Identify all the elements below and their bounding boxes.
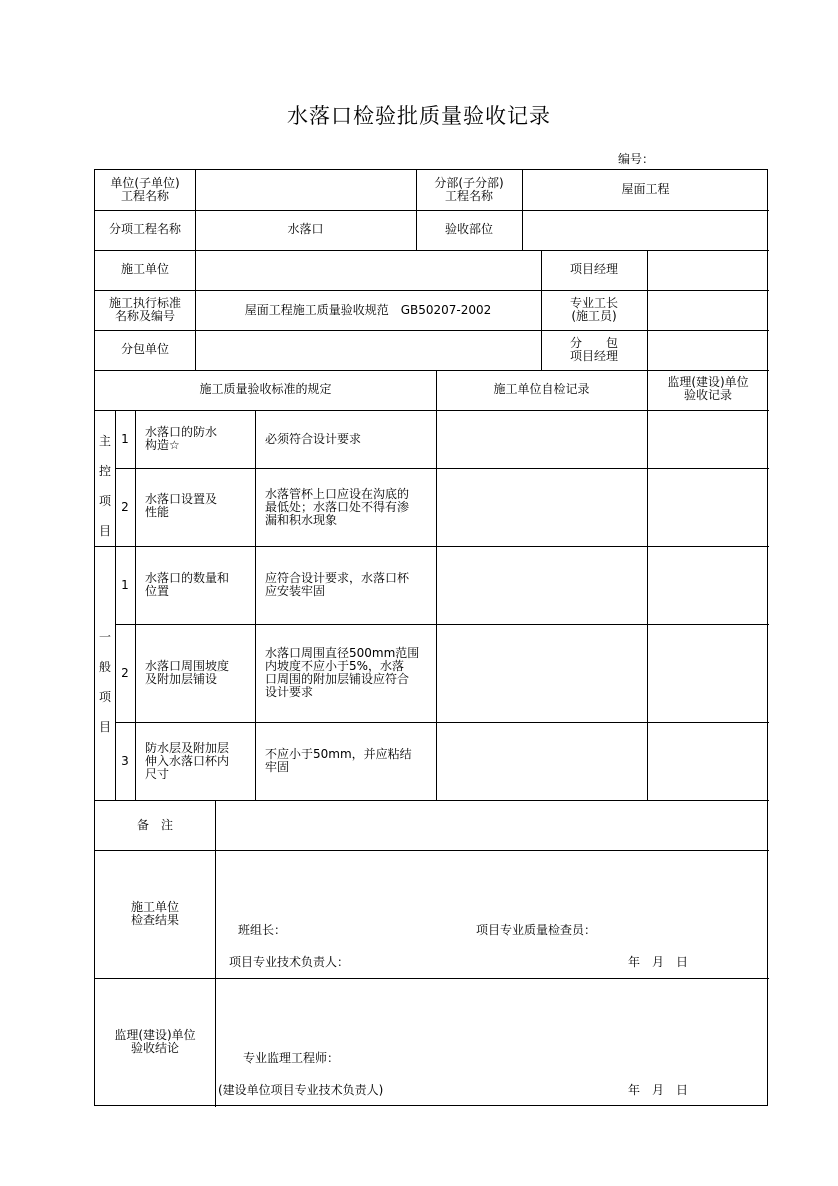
- general-item-3-name: 防水层及附加层 伸入水落口杯内 尺寸: [145, 741, 230, 781]
- column-header-supervision: 监理(建设)单位 验收记录: [667, 375, 749, 402]
- acceptance-part-label: 验收部位: [444, 222, 493, 236]
- main-item-1-name: 水落口的防水 构造☆: [145, 425, 218, 452]
- remarks-label: 备 注: [136, 818, 173, 832]
- supervision-date-label: 年 月 日: [628, 1083, 689, 1097]
- column-header-self-check: 施工单位自检记录: [493, 382, 590, 396]
- quality-inspector-label: 项目专业质量检查员：: [476, 923, 597, 937]
- project-manager-label: 项目经理: [569, 262, 618, 276]
- contractor-date-label: 年 月 日: [628, 955, 689, 969]
- standard-name-label: 施工执行标准 名称及编号: [108, 296, 181, 323]
- tech-lead-label: 项目专业技术负责人：: [229, 955, 350, 969]
- general-item-1-requirement: 应符合设计要求，水落口杯 应安装牢固: [265, 571, 410, 598]
- main-item-2-no: 2: [121, 500, 129, 514]
- column-header-standard: 施工质量验收标准的规定: [199, 382, 332, 396]
- general-item-2-requirement: 水落口周围直径500mm范围 内坡度不应小于5%，水落 口周围的附加层铺设应符合 设计要求: [265, 646, 420, 699]
- general-item-1-no: 1: [121, 578, 129, 592]
- page-title: 水落口检验批质量验收记录: [287, 104, 551, 128]
- general-item-3-no: 3: [121, 754, 129, 768]
- unit-project-name-label: 单位(子单位) 工程名称: [110, 176, 180, 203]
- contractor-label: 施工单位: [120, 262, 169, 276]
- subcontractor-label: 分包单位: [120, 342, 169, 356]
- division-project-name-label: 分部(子分部) 工程名称: [434, 176, 504, 203]
- main-items-group-label: 主 控 项 目: [98, 434, 111, 538]
- main-item-1-no: 1: [121, 432, 129, 446]
- general-item-1-name: 水落口的数量和 位置: [145, 571, 230, 598]
- doc-number-label: 编号：: [618, 152, 655, 166]
- main-item-2-requirement: 水落管杯上口应设在沟底的 最低处；水落口处不得有渗 漏和积水现象: [265, 487, 410, 527]
- general-item-3-requirement: 不应小于50mm，并应粘结 牢固: [265, 747, 412, 774]
- division-project-name-value: 屋面工程: [621, 182, 670, 196]
- team-leader-label: 班组长：: [238, 923, 287, 937]
- subitem-project-name-value: 水落口: [287, 222, 324, 236]
- general-item-2-name: 水落口周围坡度 及附加层铺设: [145, 659, 230, 686]
- general-items-group-label: 一 般 项 目: [98, 630, 111, 734]
- foreman-label: 专业工长 (施工员): [569, 296, 618, 323]
- general-item-2-no: 2: [121, 666, 129, 680]
- supervision-engineer-label: 专业监理工程师：: [243, 1051, 340, 1065]
- subitem-project-name-label: 分项工程名称: [108, 222, 181, 236]
- inspection-record-table: [94, 169, 768, 1106]
- contractor-check-label: 施工单位 检查结果: [130, 900, 179, 927]
- standard-name-value: 屋面工程施工质量验收规范 GB50207-2002: [244, 303, 492, 317]
- sub-project-manager-label: 分 包 项目经理: [569, 336, 618, 363]
- main-item-1-requirement: 必须符合设计要求: [265, 432, 362, 446]
- main-item-2-name: 水落口设置及 性能: [145, 492, 218, 519]
- client-tech-lead-label: (建设单位项目专业技术负责人): [218, 1083, 384, 1097]
- supervision-conclusion-label: 监理(建设)单位 验收结论: [114, 1028, 196, 1055]
